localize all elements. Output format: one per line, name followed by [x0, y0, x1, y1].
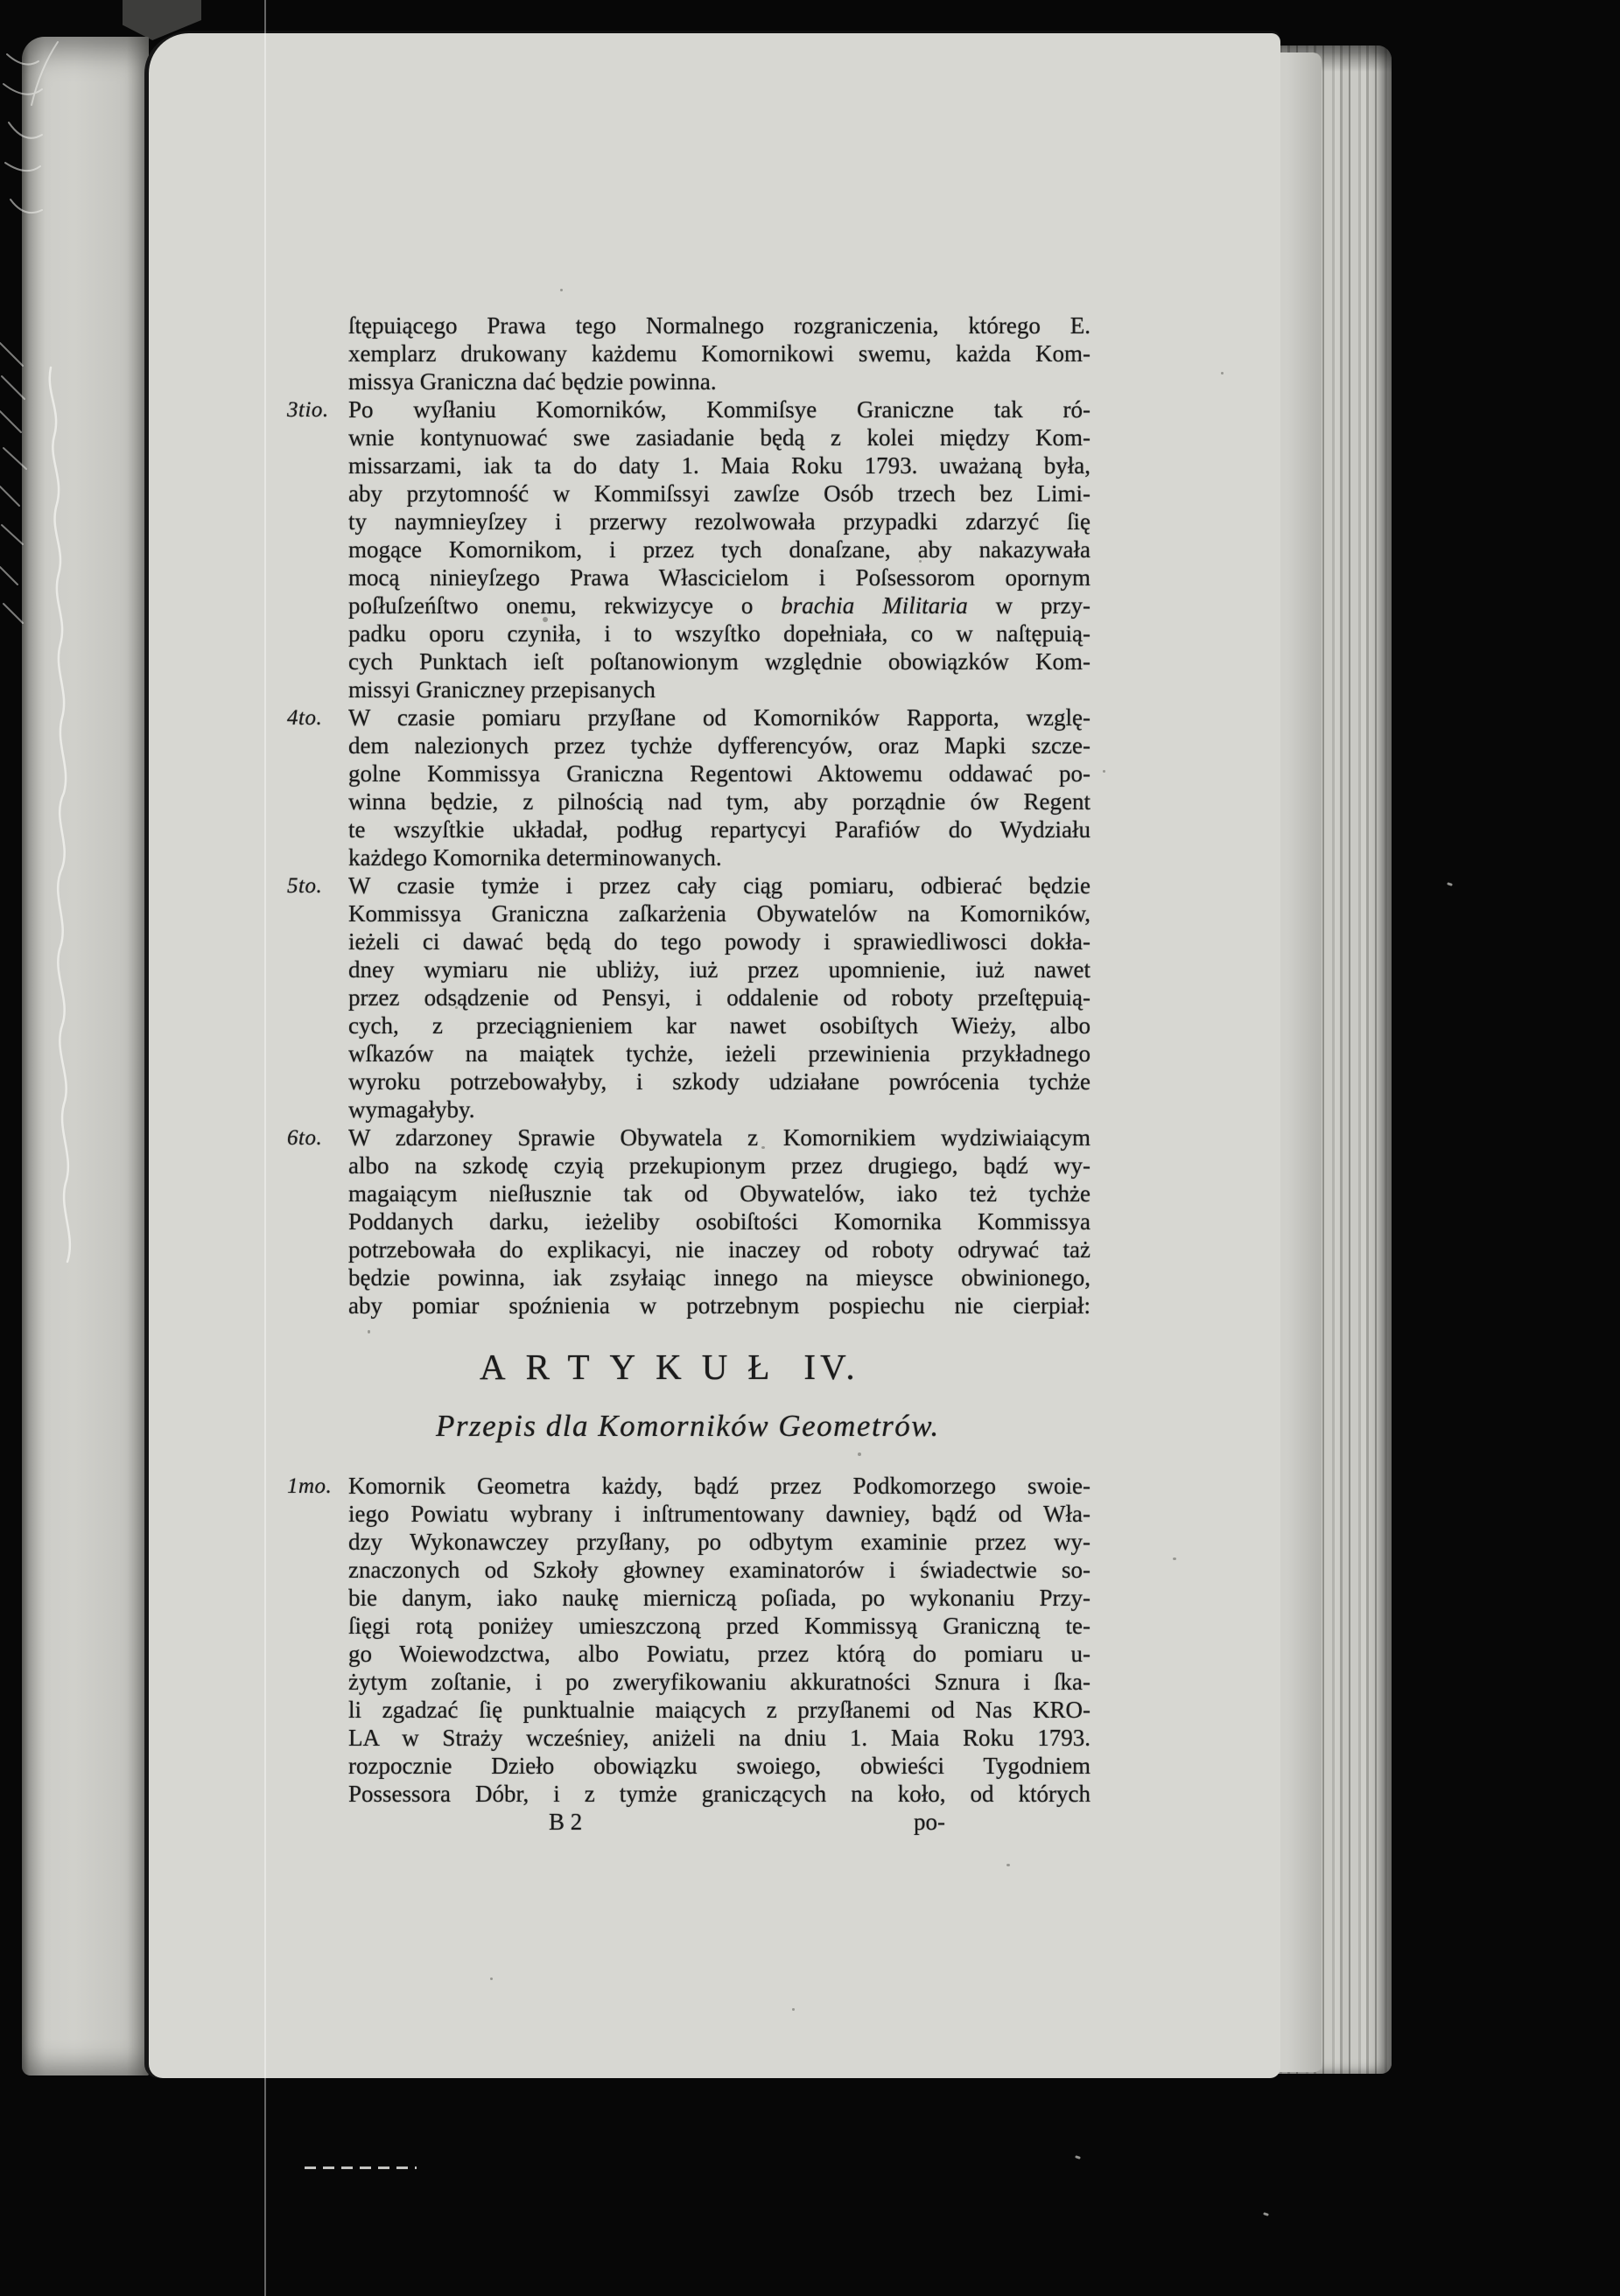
- text-line: Po wyſłaniu Komorników, Kommiſsye Graniczne tak ró-: [348, 396, 1091, 423]
- vertical-scratch-line: [264, 0, 266, 2296]
- text-line: Kommissya Graniczna zaſkarżenia Obywatelów na Komorników,: [348, 900, 1091, 927]
- item-3tio: [287, 396, 1091, 704]
- text-line: golne Kommissya Graniczna Regentowi Aktowemu oddawać po-: [348, 760, 1091, 787]
- text-line: Poddanych darku, ieżeliby osobiſtości Komornika Kommissya: [348, 1208, 1091, 1235]
- book-page: [149, 33, 1280, 2078]
- text-line: iego Powiatu wybrany i inſtrumentowany dawniey, bądź od Wła-: [348, 1501, 1091, 1527]
- paper-speck: [490, 1978, 493, 1980]
- text-line: missya Graniczna dać będzie powinna.: [348, 368, 717, 395]
- text-line: będzie powinna, iak zsyłaiąc innego na mieysce obwinionego,: [348, 1264, 1091, 1291]
- article-heading: [480, 1348, 1091, 1386]
- text-line: aby przytomność w Kommiſssyi zawſze Osób trzech bez Limi-: [348, 480, 1091, 507]
- text-line: cych, z przeciągnieniem kar nawet osobiſtych Wieży, albo: [348, 1012, 1091, 1039]
- paper-speck: [560, 289, 563, 291]
- text-line: poſłuſzeńſtwo onemu, rekwizycye o brachia Militaria w przy-: [348, 592, 1091, 619]
- text-line: ſtępuiącego Prawa tego Normalnego rozgraniczenia, którego E.: [348, 312, 1091, 339]
- text-line: wnie kontynuować swe zasiadanie będą z kolei między Kom-: [348, 424, 1091, 451]
- text-line: ieżeli ci dawać będą do tego powody i sprawiedliwosci dokła-: [348, 928, 1091, 955]
- text-line: W czasie pomiaru przyſłane od Komorników Rapporta, wzglę-: [348, 704, 1091, 731]
- text-line: wyroku potrzebowałyby, i szkody udziałane powrócenia tychże: [348, 1068, 1091, 1095]
- item-6to-label: 6to.: [287, 1126, 323, 1150]
- text-line: bie danym, iako naukę mierniczą poſiada, po wykonaniu Przy-: [348, 1585, 1091, 1611]
- text-line: mocą ninieyſzego Prawa Włascicielom i Poſsessorom opornym: [348, 564, 1091, 591]
- continuation-paragraph: [348, 312, 1091, 396]
- text-line: winna będzie, z pilnością nad tym, aby porządnie ów Regent: [348, 788, 1091, 815]
- article-paragraphs: [287, 1472, 1091, 1808]
- dashed-white-mark: [305, 2166, 417, 2169]
- text-line: Possessora Dóbr, i z tymże graniczących na koło, od których: [348, 1781, 1091, 1807]
- text-line: missyi Graniczney przepisanych: [348, 676, 656, 703]
- paper-speck: [1006, 1864, 1010, 1866]
- text-line: dney wymiaru nie ubliży, iuż przez upomnienie, iuż nawet: [348, 956, 1091, 983]
- text-line: li zgadzać ſię punktualnie maiących z przyſłanemi od Nas KRO-: [348, 1697, 1091, 1723]
- text-line: magaiącym nieſłusznie tak od Obywatelów, iako też tychże: [348, 1180, 1091, 1207]
- numbered-paragraphs: [287, 396, 1091, 1320]
- text-line: dem nalezionych przez tychże dyfferencyów, oraz Mapki szcze-: [348, 732, 1091, 759]
- text-line: rozpocznie Dzieło obowiązku swoiego, obwieści Tygodniem: [348, 1753, 1091, 1779]
- text-line: wſkazów na maiątek tychże, ieżeli przewinienia przykładnego: [348, 1040, 1091, 1067]
- article-heading-word: ARTYKUŁ: [480, 1347, 790, 1387]
- text-line: znaczonych od Szkoły głowney examinatorów i świadectwie so-: [348, 1557, 1091, 1583]
- paper-speck: [1173, 1558, 1176, 1560]
- text-line: xemplarz drukowany każdemu Komornikowi swemu, każda Kom-: [348, 340, 1091, 367]
- text-line: padku oporu czyniła, i to wszyſtko dopełniała, co w naſtępuią-: [348, 620, 1091, 647]
- text-line: ty naymnieyſzey i przerwy rezolwowała przypadki zdarzyć ſię: [348, 508, 1091, 535]
- signature-mark: B 2: [549, 1809, 583, 1835]
- text-line: W czasie tymże i przez cały ciąg pomiaru, odbierać będzie: [348, 872, 1091, 899]
- item-5to-label: 5to.: [287, 874, 323, 898]
- page-text: [287, 312, 1091, 1836]
- article-subheading: Przepis dla Komorników Geometrów.: [436, 1409, 940, 1443]
- paper-speck: [792, 2008, 795, 2011]
- text-line: ſięgi rotą poniżey umieszczoną przed Kommissyą Graniczną te-: [348, 1613, 1091, 1639]
- text-line: W zdarzoney Sprawie Obywatela z Komornikiem wydziwiaiącym: [348, 1124, 1091, 1151]
- article-item-1mo: [287, 1472, 1091, 1808]
- catchword: po-: [914, 1809, 945, 1835]
- left-page-edge: [22, 37, 149, 2076]
- text-line: cych Punktach ieſt poſtanowionym względnie obowiązków Kom-: [348, 648, 1091, 675]
- latin-phrase: brachia Militaria: [781, 592, 968, 619]
- text-line: LA w Straży wcześniey, aniżeli na dniu 1. Maia Roku 1793.: [348, 1725, 1091, 1751]
- signature-line: [348, 1808, 1091, 1836]
- item-3tio-label: 3tio.: [287, 398, 329, 422]
- text-line: każdego Komornika determinowanych.: [348, 844, 722, 871]
- text-line: Komornik Geometra każdy, bądź przez Podkomorzego swoie-: [348, 1473, 1091, 1499]
- text-line: go Woiewodzctwa, albo Powiatu, przez którą do pomiaru u-: [348, 1641, 1091, 1667]
- paper-speck: [1221, 372, 1224, 374]
- text-line: przez odsądzenie od Pensyi, i oddalenie od roboty przeſtępuią-: [348, 984, 1091, 1011]
- text-line: missarzami, iak ta do daty 1. Maia Roku 1793. uważaną była,: [348, 452, 1091, 479]
- continuation: [348, 312, 1091, 396]
- item-5to: [287, 872, 1091, 1124]
- article-item-1mo-label: 1mo.: [287, 1474, 333, 1498]
- paper-speck: [1103, 770, 1105, 773]
- text-line: albo na szkodę czyią przekupionym przez drugiego, bądź wy-: [348, 1152, 1091, 1179]
- text-line: mogące Komornikom, i przez tych donaſzane, aby nakazywała: [348, 536, 1091, 563]
- text-line: dzy Wykonawczey przyſłany, po odbytym examinie przez wy-: [348, 1529, 1091, 1555]
- text-line: potrzebowała do explikacyi, nie inaczey od roboty odrywać taż: [348, 1236, 1091, 1263]
- text-line: żytym zoſtanie, i po zweryfikowaniu akkuratności Sznura i ſka-: [348, 1669, 1091, 1695]
- article-heading-numeral: IV.: [803, 1347, 859, 1387]
- item-4to: [287, 704, 1091, 872]
- text-line: aby pomiar spoźnienia w potrzebnym pospiechu nie cierpiał:: [348, 1292, 1091, 1319]
- item-4to-label: 4to.: [287, 706, 323, 730]
- text-line: te wszyſtkie układał, podług repartycyi Parafiów do Wydziału: [348, 816, 1091, 843]
- text-line: wymagałyby.: [348, 1096, 475, 1123]
- item-6to: [287, 1124, 1091, 1320]
